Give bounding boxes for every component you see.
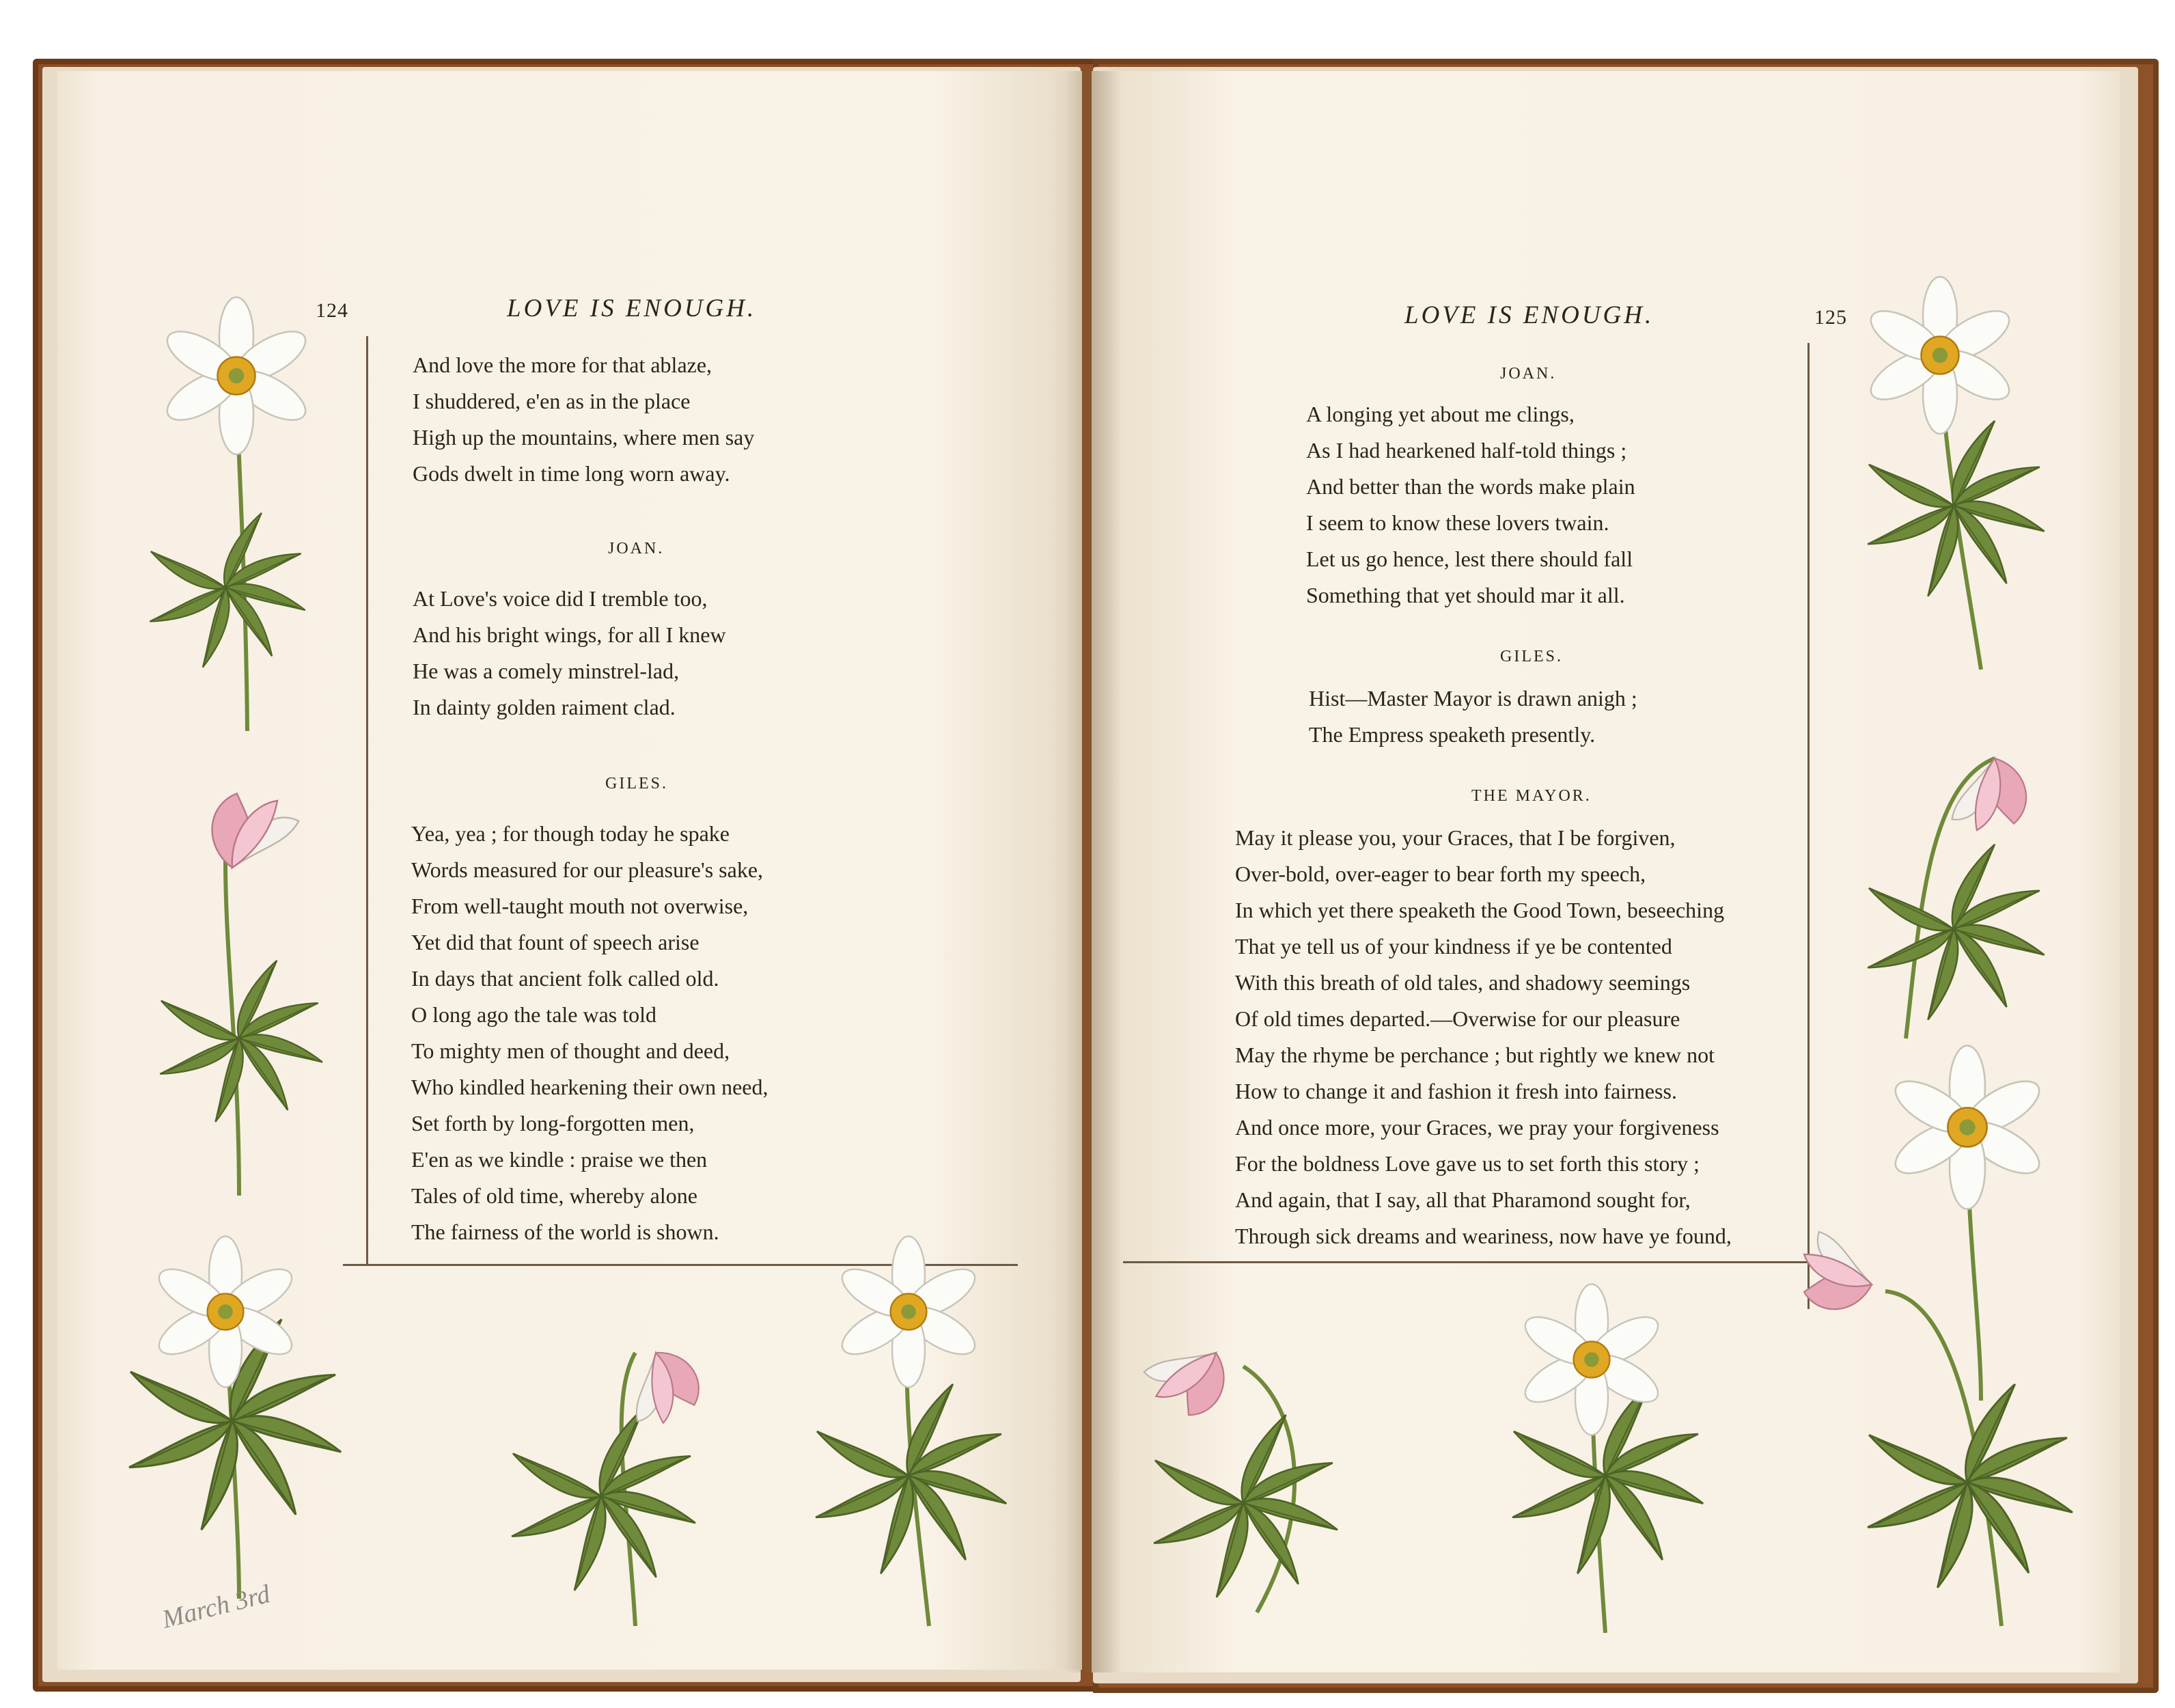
speaker-giles-right: GILES. xyxy=(1500,648,1563,665)
verse-line: Let us go hence, lest there should fall xyxy=(1306,547,1633,571)
verse-line: May the rhyme be perchance ; but rightly we knew not xyxy=(1235,1043,1715,1067)
speaker-joan-left: JOAN. xyxy=(608,540,665,557)
verse-line: I shuddered, e'en as in the place xyxy=(413,389,691,413)
speaker-mayor: THE MAYOR. xyxy=(1471,787,1592,805)
verse-line: Something that yet should mar it all. xyxy=(1306,583,1625,607)
verse-line: Yea, yea ; for though today he spake xyxy=(411,821,730,846)
verse-line: That ye tell us of your kindness if ye be contented xyxy=(1235,934,1672,959)
page-number-left: 124 xyxy=(316,299,348,322)
verse-line: In days that ancient folk called old. xyxy=(411,966,719,991)
page-number-right: 125 xyxy=(1814,306,1847,329)
verse-line: Of old times departed.—Overwise for our pleasure xyxy=(1235,1006,1680,1031)
speaker-giles-left: GILES. xyxy=(605,775,668,793)
verse-line: Through sick dreams and weariness, now have ye found, xyxy=(1235,1224,1732,1248)
verse-line: High up the mountains, where men say xyxy=(413,425,755,450)
verse-line: And once more, your Graces, we pray your forgiveness xyxy=(1235,1115,1719,1140)
verse-line: The Empress speaketh presently. xyxy=(1309,722,1596,747)
verse-line: With this breath of old tales, and shadowy seemings xyxy=(1235,970,1691,995)
verse-line: A longing yet about me clings, xyxy=(1306,402,1575,426)
running-head-right: LOVE IS ENOUGH. xyxy=(1404,301,1654,329)
running-head-left: LOVE IS ENOUGH. xyxy=(507,294,757,322)
book-gutter xyxy=(1066,71,1120,1672)
right-vertical-rule xyxy=(1807,343,1810,1309)
verse-line: Who kindled hearkening their own need, xyxy=(411,1075,768,1099)
verse-line: I seem to know these lovers twain. xyxy=(1306,510,1609,535)
verse-line: E'en as we kindle : praise we then xyxy=(411,1147,708,1172)
verse-line: At Love's voice did I tremble too, xyxy=(413,586,708,611)
verse-line: And his bright wings, for all I knew xyxy=(413,622,726,647)
speaker-joan-right: JOAN. xyxy=(1500,365,1557,383)
verse-line: To mighty men of thought and deed, xyxy=(411,1038,730,1063)
verse-line: Gods dwelt in time long worn away. xyxy=(413,461,730,486)
verse-line: From well-taught mouth not overwise, xyxy=(411,894,749,918)
verse-line: Yet did that fount of speech arise xyxy=(411,930,699,954)
left-vertical-rule xyxy=(366,336,368,1265)
verse-line: And again, that I say, all that Pharamond sought for, xyxy=(1235,1187,1691,1212)
verse-line: He was a comely minstrel-lad, xyxy=(413,659,680,683)
verse-line: As I had hearkened half-told things ; xyxy=(1306,438,1627,463)
verse-line: May it please you, your Graces, that I be forgiven, xyxy=(1235,825,1676,850)
verse-line: Over-bold, over-eager to bear forth my speech, xyxy=(1235,862,1646,886)
verse-line: Tales of old time, whereby alone xyxy=(411,1183,697,1208)
left-horizontal-rule xyxy=(343,1264,1018,1266)
verse-line: And love the more for that ablaze, xyxy=(413,353,712,377)
verse-line: In dainty golden raiment clad. xyxy=(413,695,676,719)
verse-line: How to change it and fashion it fresh into fairness. xyxy=(1235,1079,1677,1103)
right-horizontal-rule xyxy=(1123,1261,1810,1263)
verse-line: O long ago the tale was told xyxy=(411,1002,657,1027)
verse-line: For the boldness Love gave us to set forth this story ; xyxy=(1235,1151,1700,1176)
verse-line: And better than the words make plain xyxy=(1306,474,1635,499)
verse-line: In which yet there speaketh the Good Town, beseeching xyxy=(1235,898,1725,922)
handwritten-note: March 3rd xyxy=(159,1580,273,1634)
verse-line: Hist—Master Mayor is drawn anigh ; xyxy=(1309,686,1637,711)
verse-line: Words measured for our pleasure's sake, xyxy=(411,857,764,882)
verse-line: Set forth by long-forgotten men, xyxy=(411,1111,695,1135)
verse-line: The fairness of the world is shown. xyxy=(411,1220,719,1244)
